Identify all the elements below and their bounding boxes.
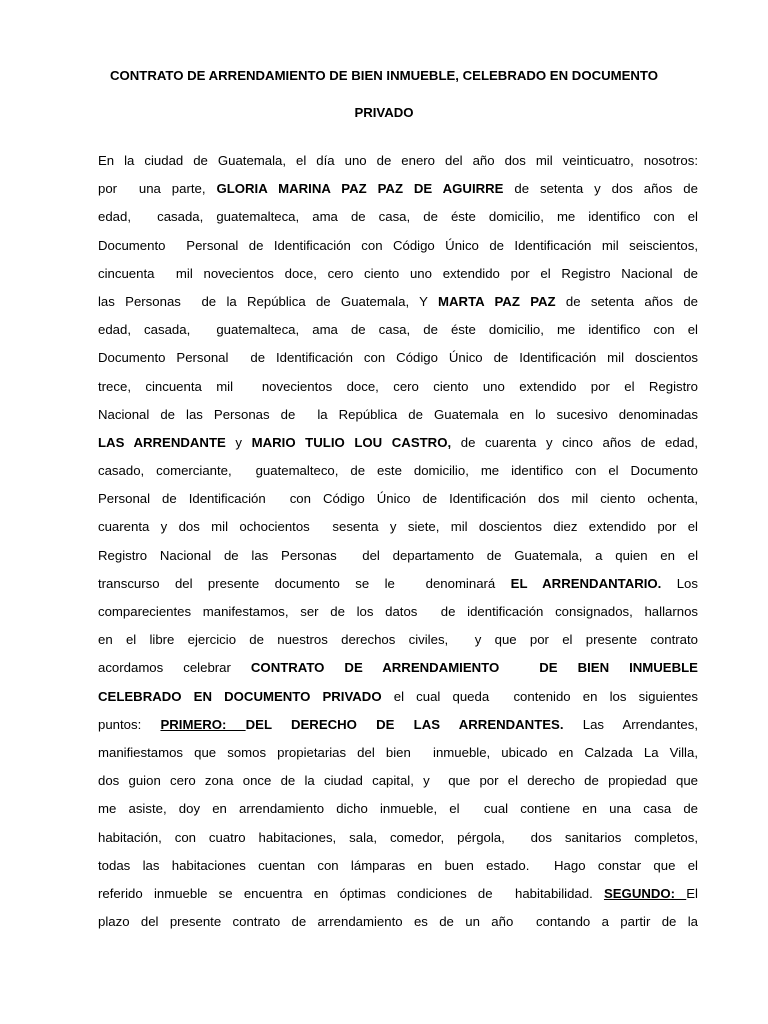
text-run: trece, cincuenta mil novecientos doce, cero ciento uno extendido por el Registro — [98, 378, 698, 394]
text-run: transcurso del presente documento se le denominará — [98, 575, 511, 591]
text-run: me asiste, doy en arrendamiento dicho inmueble, el cual contiene en una casa de — [98, 801, 698, 817]
text-run: las Personas de la República de Guatemala, Y — [98, 293, 439, 309]
text-line — [98, 237, 698, 265]
text-run: Documento Personal de Identificación con Código Único de Identificación mil seiscientos, — [98, 237, 698, 253]
text-line — [98, 518, 698, 546]
text-line — [98, 631, 698, 659]
text-run: edad, casada, guatemalteca, ama de casa, de éste domicilio, me identifico con el — [98, 322, 698, 338]
text-line — [98, 885, 698, 913]
bold-text-run: MARIO TULIO LOU CASTRO, — [251, 434, 452, 450]
text-line — [98, 857, 698, 885]
text-run: El — [686, 885, 698, 901]
text-line — [98, 490, 698, 518]
text-line — [98, 829, 698, 857]
text-line — [98, 180, 698, 208]
text-run: Registro Nacional de las Personas del departamento de Guatemala, a quien en el — [98, 547, 698, 563]
text-line — [98, 800, 698, 828]
text-line — [98, 265, 698, 293]
text-line — [98, 208, 698, 236]
document-title-line-1: CONTRATO DE ARRENDAMIENTO DE BIEN INMUEBLE, CELEBRADO EN DOCUMENTO — [109, 68, 659, 83]
text-run: plazo del presente contrato de arrendamiento es de un año contando a partir de la — [98, 914, 698, 930]
text-run: habitación, con cuatro habitaciones, sala, comedor, pérgola, dos sanitarios completos, — [98, 829, 698, 845]
text-line — [98, 772, 698, 800]
text-run: En la ciudad de Guatemala, el día uno de enero del año dos mil veinticuatro, nosotros: — [98, 153, 698, 168]
text-run: y — [225, 434, 252, 450]
text-run: manifiestamos que somos propietarias del bien inmueble, ubicado en Calzada La Villa, — [98, 744, 698, 760]
text-run: comparecientes manifestamos, ser de los datos de identificación consignados, hallarnos — [98, 604, 698, 619]
bold-text-run: LAS ARRENDANTE — [98, 434, 226, 450]
text-line — [98, 349, 698, 377]
text-line — [98, 913, 698, 941]
text-run: por una parte, — [98, 181, 217, 197]
text-line — [98, 321, 698, 349]
bold-text-run: MARTA PAZ PAZ — [438, 293, 556, 309]
text-run: puntos: — [98, 716, 161, 732]
bold-text-run: PRIMERO: — [160, 716, 246, 732]
text-run: el cual queda contenido en los siguientes — [381, 688, 698, 704]
bold-text-run: CELEBRADO EN DOCUMENTO PRIVADO — [98, 688, 382, 704]
text-line — [98, 462, 698, 490]
bold-text-run: SEGUNDO: — [603, 885, 687, 901]
text-run: cincuenta mil novecientos doce, cero ciento uno extendido por el Registro Nacional de — [98, 265, 698, 281]
text-line — [98, 547, 698, 575]
text-run: de setenta y dos años de — [503, 181, 698, 197]
text-run: acordamos celebrar — [98, 660, 251, 676]
text-run: referido inmueble se encuentra en óptimas condiciones de habitabilidad. — [98, 885, 604, 901]
bold-text-run: GLORIA MARINA PAZ PAZ DE AGUIRRE — [216, 181, 504, 197]
text-line — [98, 575, 698, 603]
text-run: de setenta años de — [555, 293, 698, 309]
text-line — [98, 434, 698, 462]
text-run: Personal de Identificación con Código Único de Identificación dos mil ciento ochenta, — [98, 491, 698, 507]
text-run: de cuarenta y cinco años de edad, — [451, 434, 699, 450]
text-run: dos guion cero zona once de la ciudad capital, y que por el derecho de propiedad que — [98, 773, 698, 789]
bold-text-run: CONTRATO DE ARRENDAMIENTO DE BIEN INMUEBLE — [250, 660, 698, 676]
bold-text-run: DEL DERECHO DE LAS ARRENDANTES. — [245, 716, 564, 732]
text-run: Nacional de las Personas de la República de Guatemala en lo sucesivo denominadas — [98, 406, 698, 422]
text-run: casado, comerciante, guatemalteco, de este domicilio, me identifico con el Documento — [98, 463, 698, 479]
text-run: en el libre ejercicio de nuestros derechos civiles, y que por el presente contrato — [98, 632, 698, 648]
text-line — [98, 378, 698, 406]
text-run: Los — [661, 575, 698, 591]
text-run: cuarenta y dos mil ochocientos sesenta y siete, mil doscientos diez extendido por el — [98, 519, 698, 535]
document-title-line-2: PRIVADO — [354, 105, 414, 120]
text-run: todas las habitaciones cuentan con lámparas en buen estado. Hago constar que el — [98, 857, 698, 873]
text-line — [98, 716, 698, 744]
text-run: Las Arrendantes, — [563, 716, 698, 732]
text-line — [98, 688, 698, 716]
text-line — [98, 152, 698, 180]
document-body — [98, 152, 698, 941]
text-run: Documento Personal de Identificación con Código Único de Identificación mil doscientos — [98, 350, 698, 366]
bold-text-run: EL ARRENDANTARIO. — [510, 575, 662, 591]
text-line — [98, 406, 698, 434]
text-run: edad, casada, guatemalteca, ama de casa, de éste domicilio, me identifico con el — [98, 209, 698, 225]
text-line — [98, 744, 698, 772]
text-line — [98, 603, 698, 631]
text-line — [98, 659, 698, 687]
text-line — [98, 293, 698, 321]
